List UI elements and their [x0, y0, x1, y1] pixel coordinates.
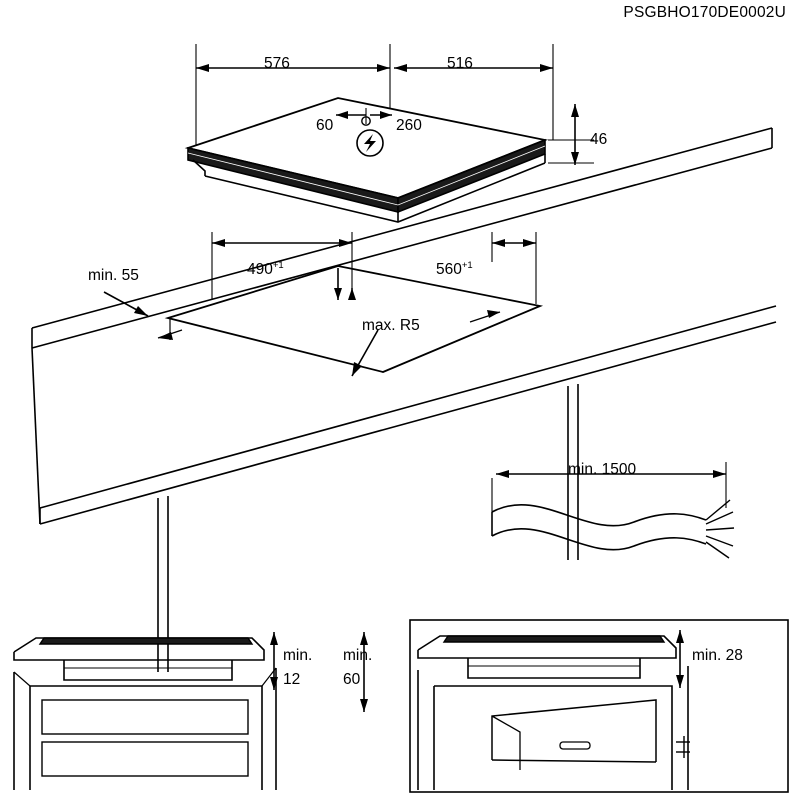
label-min-28: min. 28 — [692, 647, 743, 664]
dimension-min-28 — [676, 630, 684, 688]
label-cutout-width: $560^{+1}$ — [436, 260, 473, 279]
power-cable-icon — [492, 478, 734, 558]
section-view-right — [410, 620, 788, 792]
label-cable-offset: 260 — [396, 117, 422, 134]
dimension-min-60 — [360, 632, 368, 712]
label-min-cable-length: min. 1500 — [568, 461, 637, 478]
document-code: PSGBHO170DE0002U — [623, 4, 786, 21]
label-min-12-value: 12 — [283, 671, 301, 688]
label-junction-offset: 60 — [316, 117, 334, 134]
label-hob-height: 46 — [590, 131, 608, 148]
dimension-hob-height — [548, 104, 594, 165]
electrical-connection-icon — [357, 130, 383, 156]
label-min-60-value: 60 — [343, 671, 361, 688]
label-min-12-word: min. — [283, 647, 313, 664]
worktop-cutout — [168, 266, 540, 372]
section-view-left — [14, 638, 276, 790]
label-cutout-depth: $490^{+1}$ — [247, 260, 284, 279]
label-min-edge: min. 55 — [88, 267, 139, 284]
label-min-60-word: min. — [343, 647, 373, 664]
dimension-min-edge — [104, 292, 182, 340]
label-hob-depth: 516 — [447, 55, 473, 72]
label-max-radius: max. R5 — [362, 317, 420, 334]
label-hob-width: 576 — [264, 55, 290, 72]
worktop-support-legs — [158, 384, 578, 672]
